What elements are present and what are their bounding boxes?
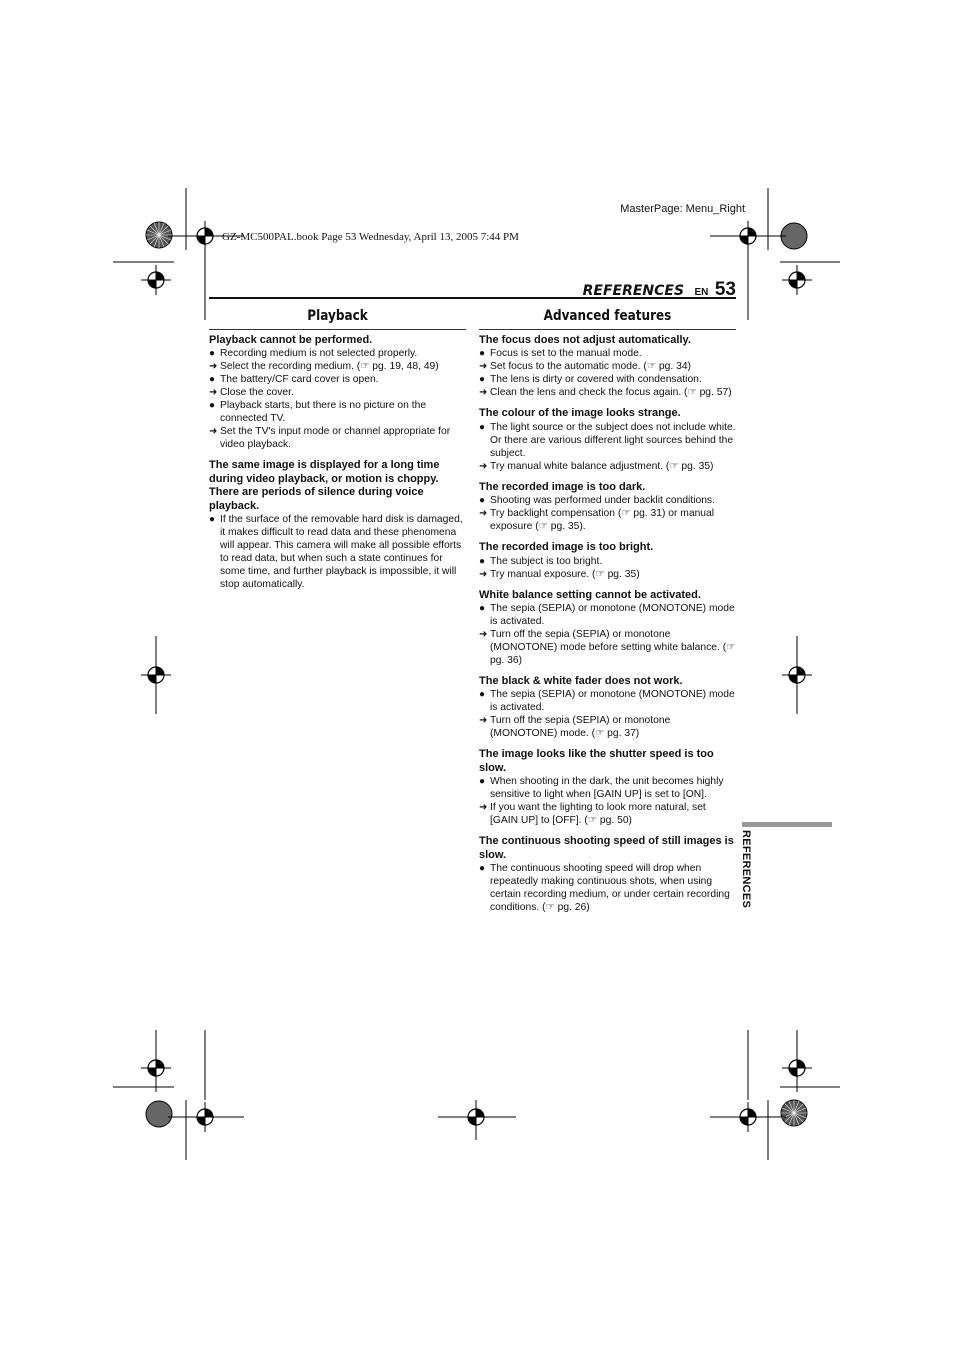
arrow-icon: ➜ — [479, 568, 488, 580]
topic — [479, 334, 736, 399]
topic-title: The recorded image is too dark. — [479, 480, 646, 493]
bullet-icon: ● — [479, 374, 486, 386]
master-page-label: MasterPage: Menu_Right — [620, 203, 745, 215]
list-item — [479, 801, 736, 827]
item-text: Recording medium is not selected properly. — [220, 348, 418, 360]
item-text: The sepia (SEPIA) or monotone (MONOTONE) mode is activated. — [490, 689, 735, 714]
list-item — [209, 347, 466, 360]
list-item — [479, 775, 736, 801]
page-number: 53 — [714, 279, 736, 300]
side-tab-bar — [742, 822, 832, 827]
section-title: REFERENCES — [582, 283, 685, 299]
column-heading-box — [479, 306, 736, 330]
item-text: Set the TV's input mode or channel appropriate for video playback. — [220, 426, 451, 451]
item-text: Turn off the sepia (SEPIA) or monotone (MONOTONE) mode before setting white balance. (☞ pg. 36) — [490, 629, 736, 667]
item-text: Focus is set to the manual mode. — [490, 348, 642, 360]
bullet-icon: ● — [209, 374, 216, 386]
bullet-icon: ● — [209, 400, 216, 412]
topic — [479, 407, 736, 472]
topic-title: The focus does not adjust automatically. — [479, 334, 691, 346]
bullet-icon: ● — [479, 776, 486, 788]
arrow-icon: ➜ — [479, 629, 488, 641]
item-text: If the surface of the removable hard disk is damaged, it makes difficult to read data and these phenomena will appear. This camera will make all possible efforts to read data, but when such a state continues for some time, and further playback is impossible, it will stop automatically. — [220, 514, 463, 591]
list-item — [479, 568, 736, 581]
topic — [479, 589, 736, 667]
topic-title: The colour of the image looks strange. — [479, 407, 681, 420]
arrow-icon: ➜ — [479, 802, 488, 814]
list-item — [209, 386, 466, 399]
list-item — [479, 360, 736, 373]
list-item — [209, 425, 466, 451]
list-item — [479, 373, 736, 386]
column-heading: Playback — [307, 308, 368, 324]
item-text: The lens is dirty or covered with condensation. — [490, 374, 702, 386]
list-item — [479, 421, 736, 460]
topic — [479, 748, 736, 827]
list-item — [209, 373, 466, 386]
bullet-icon: ● — [479, 863, 486, 875]
topic-title: White balance setting cannot be activated. — [479, 588, 701, 601]
bullet-icon: ● — [479, 555, 486, 567]
column-heading: Advanced features — [543, 308, 672, 324]
list-item — [479, 688, 736, 714]
side-tab-label: REFERENCES — [740, 830, 752, 909]
item-text: Try manual white balance adjustment. (☞ pg. 35) — [490, 460, 714, 472]
topic — [479, 481, 736, 533]
arrow-icon: ➜ — [209, 387, 218, 399]
item-text: When shooting in the dark, the unit becomes highly sensitive to light when [GAIN UP] is set to [ON]. — [490, 776, 724, 801]
item-text: The continuous shooting speed will drop when repeatedly making continuous shots, when using certain recording medium, or under certain recording conditions. (☞ pg. 26) — [490, 863, 730, 914]
topic — [479, 675, 736, 740]
bullet-icon: ● — [479, 603, 486, 615]
bullet-icon: ● — [209, 514, 216, 526]
item-text: Playback starts, but there is no picture on the connected TV. — [220, 400, 427, 425]
topic-title: The image looks like the shutter speed is too slow. — [479, 748, 714, 774]
topic-title: Playback cannot be performed. — [209, 334, 373, 346]
topic-title: The recorded image is too bright. — [479, 541, 654, 554]
list-item — [479, 602, 736, 628]
item-text: Close the cover. — [220, 387, 294, 399]
item-text: Turn off the sepia (SEPIA) or monotone (MONOTONE) mode. (☞ pg. 37) — [490, 715, 671, 740]
item-text: Try manual exposure. (☞ pg. 35) — [490, 568, 640, 580]
list-item — [479, 628, 736, 667]
item-text: The sepia (SEPIA) or monotone (MONOTONE) mode is activated. — [490, 603, 735, 628]
arrow-icon: ➜ — [209, 426, 218, 438]
section-header — [209, 279, 736, 299]
list-item — [209, 360, 466, 373]
item-text: Try backlight compensation (☞ pg. 31) or manual exposure (☞ pg. 35). — [490, 508, 715, 533]
list-item — [479, 347, 736, 360]
arrow-icon: ➜ — [479, 715, 488, 727]
arrow-icon: ➜ — [479, 508, 488, 520]
item-text: The light source or the subject does not include white. Or there are various different light sources behind the subject. — [490, 421, 736, 459]
topic-title: The black & white fader does not work. — [479, 675, 683, 688]
item-text: The subject is too bright. — [490, 555, 603, 567]
bullet-icon: ● — [479, 421, 486, 433]
topic — [479, 541, 736, 580]
topic-title: The same image is displayed for a long time during video playback, or motion is choppy. There are periods of silence during voice playback. — [209, 459, 440, 512]
column-heading-box — [209, 306, 466, 330]
bullet-icon: ● — [479, 689, 486, 701]
topic — [209, 334, 466, 451]
item-text: Shooting was performed under backlit conditions. — [490, 495, 715, 507]
list-item — [209, 513, 466, 591]
list-item — [479, 386, 736, 399]
item-text: Set focus to the automatic mode. (☞ pg. 34) — [490, 361, 691, 373]
bullet-icon: ● — [479, 495, 486, 507]
list-item — [479, 460, 736, 473]
column-advanced-features — [479, 306, 736, 914]
arrow-icon: ➜ — [209, 361, 218, 373]
arrow-icon: ➜ — [479, 460, 488, 472]
item-text: If you want the lighting to look more natural, set [GAIN UP] to [OFF]. (☞ pg. 50) — [490, 802, 706, 827]
arrow-icon: ➜ — [479, 387, 488, 399]
bullet-icon: ● — [479, 348, 486, 360]
list-item — [479, 507, 736, 533]
topic — [209, 459, 466, 591]
topic-list — [209, 334, 466, 591]
column-playback — [209, 306, 466, 591]
list-item — [209, 399, 466, 425]
side-tab — [739, 830, 753, 909]
language-code: EN — [694, 287, 709, 298]
topic-title: The continuous shooting speed of still images is slow. — [479, 835, 734, 861]
item-text: Select the recording medium. (☞ pg. 19, 48, 49) — [220, 361, 439, 373]
arrow-icon: ➜ — [479, 361, 488, 373]
topic-list — [479, 334, 736, 914]
item-text: Clean the lens and check the focus again. (☞ pg. 57) — [490, 387, 732, 399]
item-text: The battery/CF card cover is open. — [220, 374, 379, 386]
list-item — [479, 862, 736, 914]
list-item — [479, 555, 736, 568]
list-item — [479, 494, 736, 507]
topic — [479, 835, 736, 914]
bullet-icon: ● — [209, 348, 216, 360]
list-item — [479, 714, 736, 740]
book-info-line: GZ-MC500PAL.book Page 53 Wednesday, April 13, 2005 7:44 PM — [222, 231, 519, 243]
